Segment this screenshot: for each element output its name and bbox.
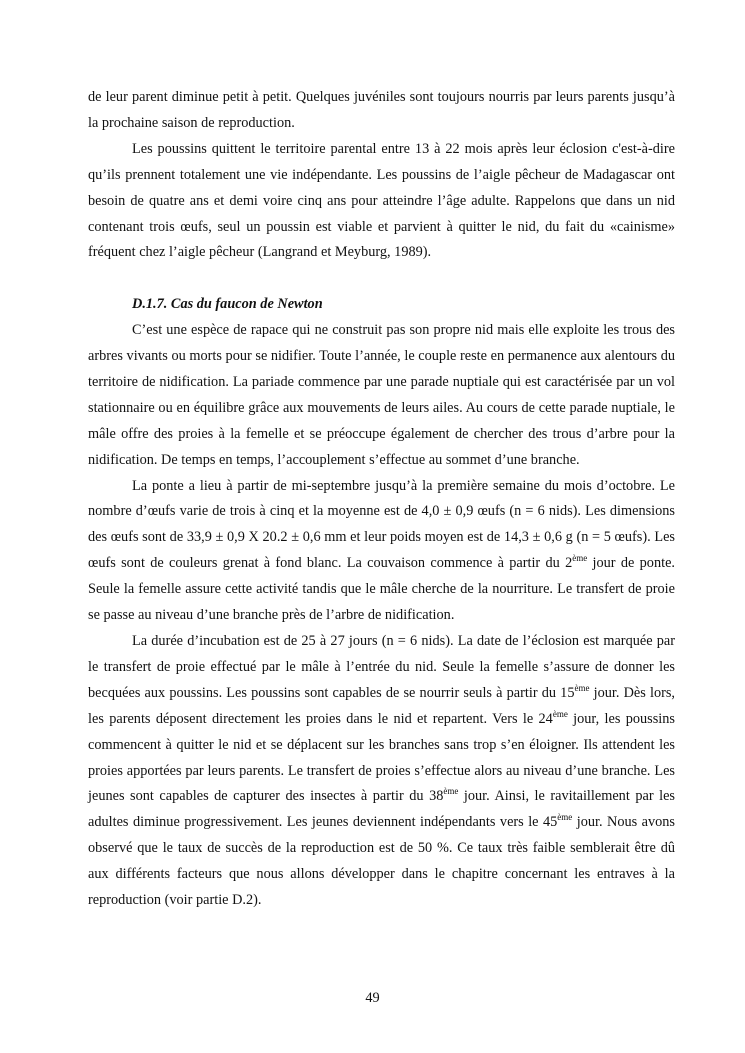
superscript: ème [574, 682, 590, 693]
paragraph-incubation [88, 629, 675, 914]
superscript: ème [552, 708, 568, 719]
ponte-text-b: jour de ponte. Seule la femelle assure cette activité tandis que le mâle cherche de la nourriture. Le transfert de proie se passe au niveau d’une branche près de l’arbre de nidification. [88, 555, 675, 624]
paragraph-poussins: Les poussins quittent le territoire parental entre 13 à 22 mois après leur éclosion c'est-à-dire qu’ils prennent totalement une vie indépendante. Les poussins de l’aigle pêcheur de Madagascar ont besoin de quatre ans et demi voire cinq ans pour atteindre l’âge adulte. Rappelons que dans un nid contenant trois œufs, seul un poussin est viable et parvient à quitter le nid, du fait du «cainisme» fréquent chez l’aigle pêcheur (Langrand et Meyburg, 1989). [88, 140, 675, 261]
paragraph-espece: C’est une espèce de rapace qui ne construit pas son propre nid mais elle exploite les trous des arbres vivants ou morts pour se nidifier. Toute l’année, le couple reste en permanence aux alentours du territoire de nidification. La pariade commence par une parade nuptiale qui est caractérisée par un vol stationnaire ou en équilibre grâce aux mouvements de leurs ailes. Au cours de cette parade nuptiale, le mâle offre des proies à la femelle et se préoccupe également de chercher des trous d’arbre pour la nidification. De temps en temps, l’accouplement s’effectue au sommet d’une branche. [88, 322, 675, 468]
incubation-text-a: La durée d’incubation est de 25 à 27 jours (n = 6 nids). La date de l’éclosion est marquée par le transfert de proie effectué par le mâle à l’entrée du nid. Seule la femelle s’assure de donner les becquées aux poussins. Les poussins sont capables de se nourrir seuls à partir du 15 [88, 633, 675, 701]
incubation-text-d: jour. Ainsi, le ravitaillement par les adultes diminue progressivement. Les jeunes deviennent indépendants vers le 45 [88, 788, 675, 831]
superscript: ème [443, 786, 459, 797]
incubation-text-b: jour. Dès lors, les parents déposent directement les proies dans le nid et repartent. Vers le 24 [88, 684, 675, 727]
section-heading: D.1.7. Cas du faucon de Newton [132, 296, 323, 313]
ponte-text-a: La ponte a lieu à partir de mi-septembre jusqu’à la première semaine du mois d’octobre. Le nombre d’œufs varie de trois à cinq et la moyenne est de 4,0 ± 0,9 œufs (n = 6 nids). Les dimensions des œufs sont de 33,9 ± 0,9 X 20.2 ± 0,6 mm et leur poids moyen est de 14,3 ± 0,6 g (n = 5 œufs). Les œufs sont de couleurs grenat à fond blanc. La couvaison commence à partir du 2 [88, 477, 675, 572]
page-number: 49 [365, 990, 380, 1006]
paragraph-gap [88, 266, 675, 292]
incubation-text-e: jour. Nous avons observé que le taux de succès de la reproduction est de 50 %. Ce taux très faible semblerait être dû aux différents facteurs que nous allons développer dans le chapitre concernant les entraves à la reproduction (voir partie D.2). [88, 814, 675, 909]
superscript: ème [557, 812, 573, 823]
paragraph-continuation: de leur parent diminue petit à petit. Quelques juvéniles sont toujours nourris par leurs parents jusqu’à la prochaine saison de reproduction. [88, 89, 675, 131]
page-body [88, 85, 675, 914]
paragraph-ponte [88, 474, 675, 629]
incubation-text-c: jour, les poussins commencent à quitter le nid et se déplacent sur les branches sans trop s’en éloigner. Ils attendent les proies apportées par leurs parents. Le transfert de proies s’effectue alors au niveau d’une branche. Les jeunes sont capables de capturer des insectes à partir du 38 [88, 710, 675, 805]
superscript: ème [572, 553, 588, 564]
